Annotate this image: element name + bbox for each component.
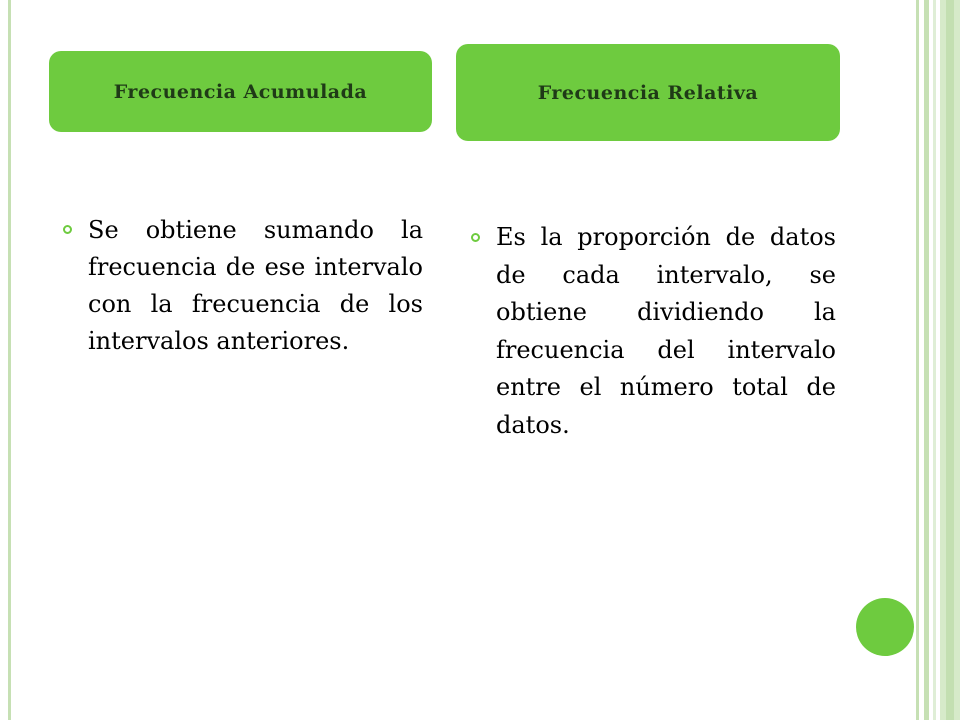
left-border-line	[8, 0, 11, 720]
bullet-icon	[471, 233, 480, 242]
header-frecuencia-acumulada	[49, 51, 432, 132]
right-bullet-text-block	[496, 219, 836, 444]
stripe	[946, 0, 954, 720]
header-label: Frecuencia Relativa	[537, 81, 759, 104]
stripe	[933, 0, 936, 720]
bullet-text: Se obtiene sumando la frecuencia de ese intervalo con la frecuencia de los intervalos anteriores.	[88, 216, 423, 355]
right-decorative-stripes	[916, 0, 960, 720]
bullet-icon	[63, 225, 72, 234]
left-bullet-text-block	[88, 212, 423, 360]
stripe	[916, 0, 919, 720]
decorative-green-circle	[856, 598, 914, 656]
stripe	[924, 0, 929, 720]
header-frecuencia-relativa	[456, 44, 840, 141]
bullet-text: Es la proporción de datos de cada intervalo, se obtiene dividiendo la frecuencia del intervalo entre el número total de datos.	[496, 223, 836, 439]
header-label: Frecuencia Acumulada	[113, 80, 368, 103]
